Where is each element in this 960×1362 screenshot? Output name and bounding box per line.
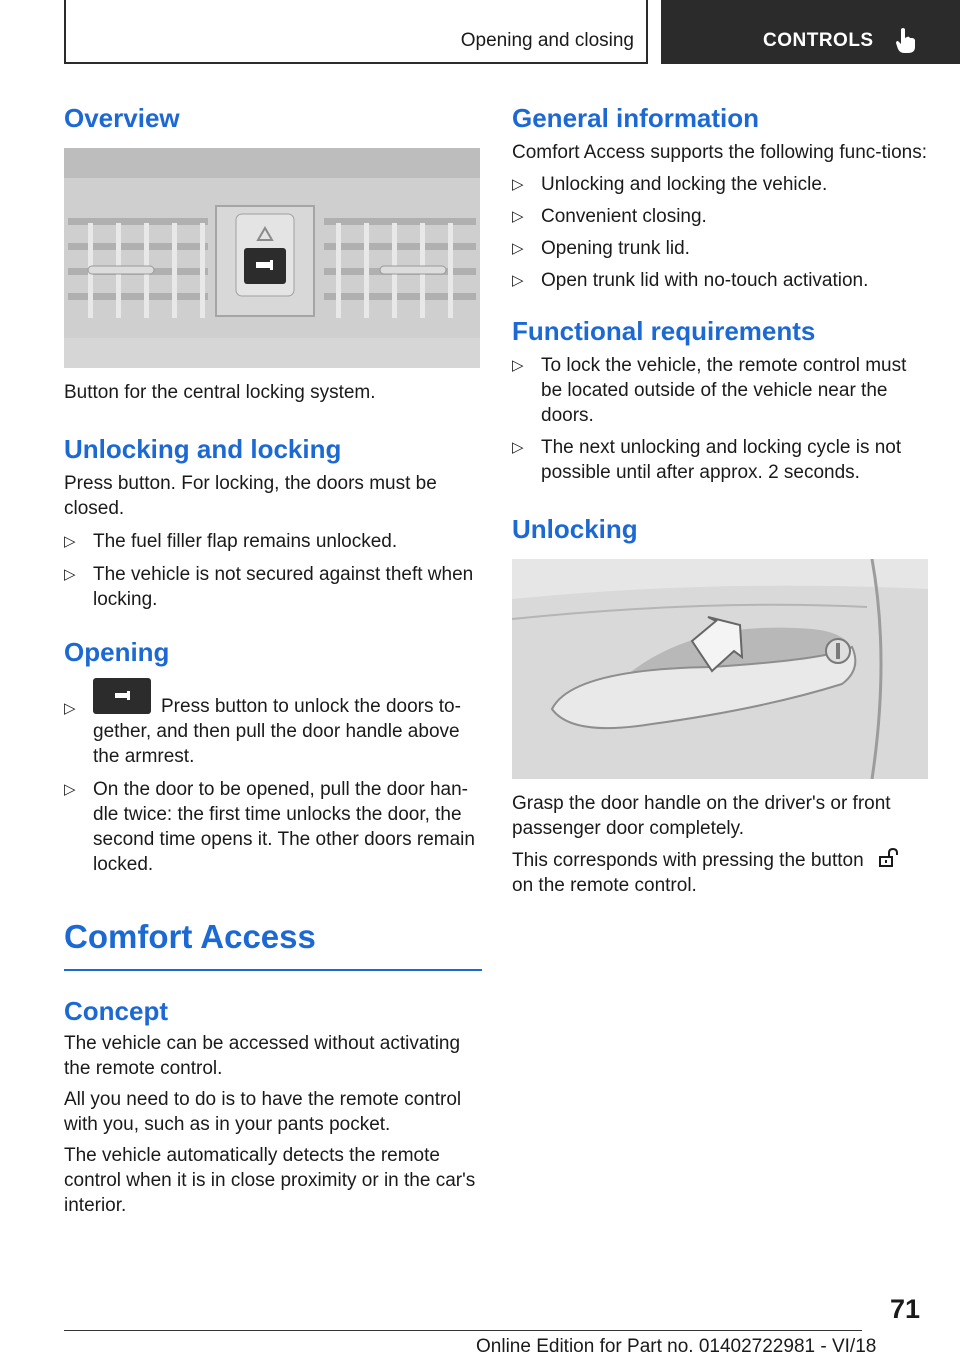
concept-heading: Concept	[64, 996, 168, 1026]
functional-requirements-heading: Functional requirements	[512, 316, 816, 346]
list-item-text: The vehicle is not secured against theft when locking.	[93, 564, 474, 610]
opening-list	[64, 678, 482, 877]
concept-paragraph: All you need to do is to have the remote control with you, such as in your pants pocket.	[64, 1089, 462, 1135]
door-handle-illustration	[512, 559, 928, 779]
list-item	[512, 435, 928, 485]
triangle-right-icon: ▷	[64, 566, 76, 583]
triangle-right-icon: ▷	[512, 208, 524, 225]
triangle-right-icon: ▷	[64, 781, 76, 798]
list-item	[64, 777, 482, 877]
list-item-text: The next unlocking and locking cycle is not possible until after approx. 2 seconds.	[541, 437, 902, 483]
door-lock-button-icon	[93, 678, 151, 714]
functional-requirements-list	[512, 353, 928, 485]
right-column	[512, 100, 928, 898]
general-information-heading: General information	[512, 103, 760, 133]
list-item	[512, 172, 928, 197]
triangle-right-icon: ▷	[64, 533, 76, 550]
general-information-list	[512, 172, 928, 293]
list-item-text: The fuel filler flap remains unlocked.	[93, 531, 398, 552]
page-number: 71	[890, 1294, 921, 1324]
footer-edition: Online Edition for Part no. 01402722981 - VI/18	[476, 1336, 877, 1357]
triangle-right-icon: ▷	[512, 439, 524, 456]
unlocking-caption: Grasp the door handle on the driver's or front passenger door completely.	[512, 793, 891, 839]
triangle-right-icon: ▷	[512, 357, 524, 374]
door-handle-figure	[512, 559, 928, 779]
list-item	[512, 204, 928, 229]
triangle-right-icon: ▷	[512, 176, 524, 193]
list-item	[64, 562, 482, 612]
comfort-access-heading: Comfort Access	[64, 918, 316, 955]
corresponds-text	[512, 847, 928, 898]
left-column	[64, 100, 482, 1218]
header-left-box	[64, 0, 648, 64]
list-item	[512, 353, 928, 428]
list-item	[512, 268, 928, 293]
list-item-text: Unlocking and locking the vehicle.	[541, 174, 828, 195]
section-divider	[64, 969, 482, 971]
list-item	[64, 678, 482, 769]
unlock-padlock-icon	[877, 847, 901, 869]
list-item-text: Convenient closing.	[541, 206, 707, 227]
triangle-right-icon: ▷	[512, 272, 524, 289]
unlocking-heading: Unlocking	[512, 514, 638, 544]
concept-paragraph: The vehicle automatically detects the remote control when it is in close proximity or in the car's interior.	[64, 1145, 476, 1216]
hand-pointer-icon	[895, 27, 917, 55]
opening-heading: Opening	[64, 637, 170, 667]
footer-rule	[64, 1330, 862, 1331]
header-tab	[661, 0, 960, 64]
list-item-text: On the door to be opened, pull the door han-dle twice: the first time unlocks the door, the second time opens it. The other doors remain locked.	[93, 779, 475, 875]
list-item	[64, 529, 482, 554]
list-item-text: To lock the vehicle, the remote control must be located outside of the vehicle near the doors.	[541, 355, 907, 426]
triangle-right-icon: ▷	[64, 700, 76, 717]
general-information-text: Comfort Access supports the following func-tions:	[512, 142, 928, 163]
overview-heading: Overview	[64, 103, 180, 133]
list-item	[512, 236, 928, 261]
list-item-text: Opening trunk lid.	[541, 238, 690, 259]
central-locking-figure	[64, 148, 480, 368]
corresponds-text-a: This corresponds with pressing the button	[512, 850, 864, 871]
unlocking-locking-list	[64, 529, 482, 612]
corresponds-text-b: on the remote control.	[512, 875, 697, 896]
unlocking-locking-heading: Unlocking and locking	[64, 434, 342, 464]
overview-caption: Button for the central locking system.	[64, 382, 376, 403]
section-title: Opening and closing	[460, 30, 634, 51]
list-item-text: Press button to unlock the doors to-gether, and then pull the door handle above the armrest.	[93, 696, 461, 767]
list-item-text: Open trunk lid with no-touch activation.	[541, 270, 869, 291]
air-vent-illustration	[64, 148, 480, 368]
unlocking-locking-text: Press button. For locking, the doors must be closed.	[64, 473, 437, 519]
triangle-right-icon: ▷	[512, 240, 524, 257]
concept-paragraph: The vehicle can be accessed without activating the remote control.	[64, 1033, 461, 1079]
tab-label: CONTROLS	[763, 30, 874, 51]
